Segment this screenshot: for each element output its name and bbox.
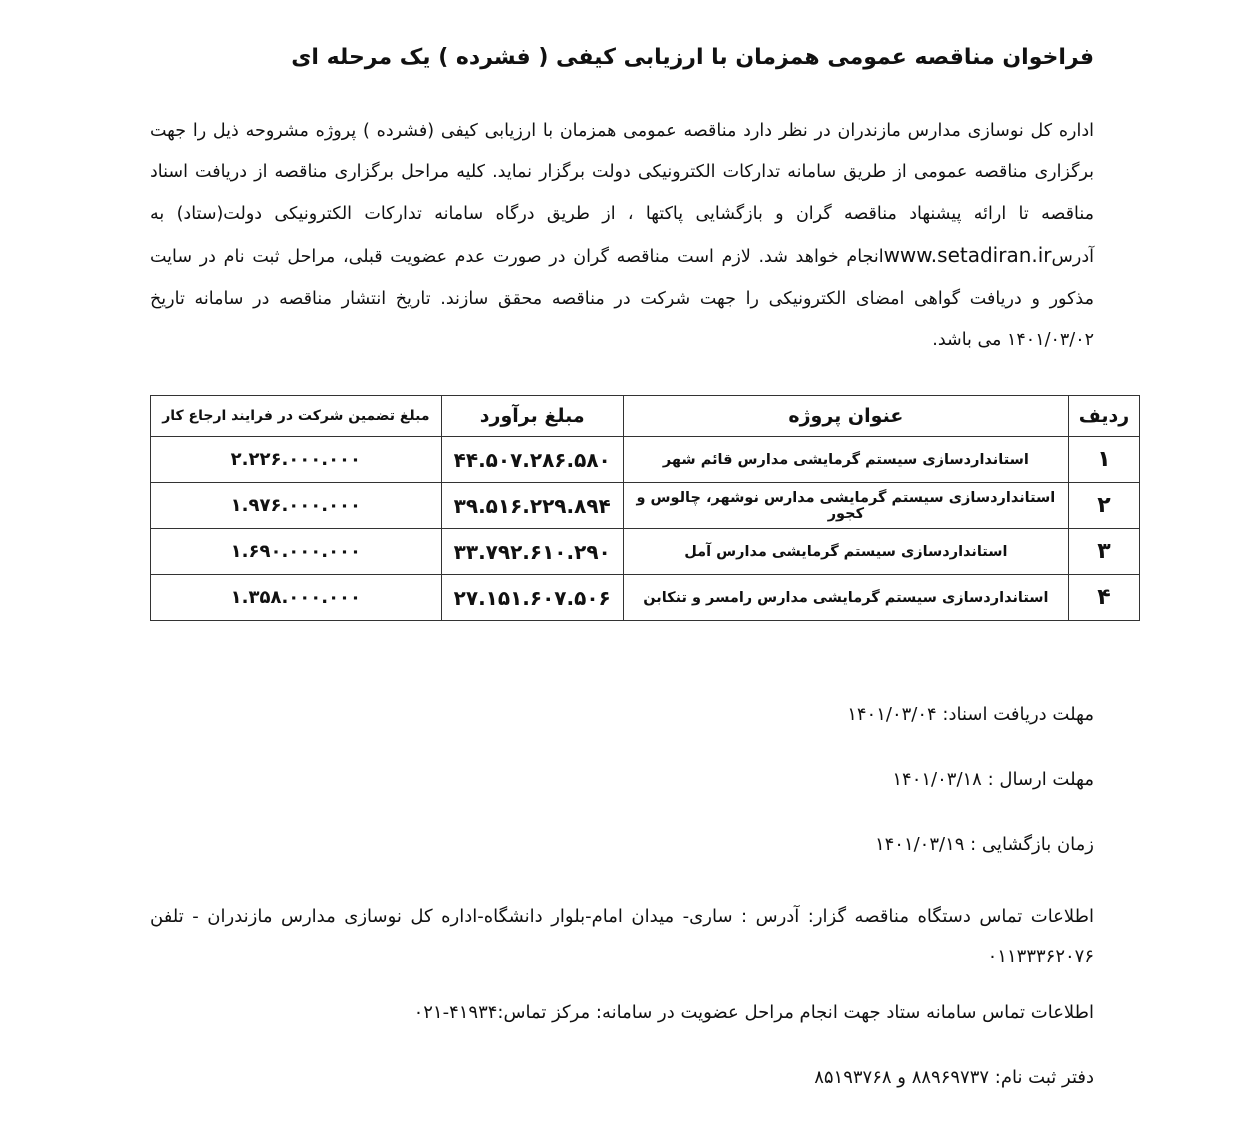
project-title: استانداردسازی سیستم گرمایشی مدارس نوشهر، چالوس و کجور xyxy=(623,483,1068,529)
document-page xyxy=(150,44,1130,1088)
guarantee-amount: ۱.۹۷۶.۰۰۰.۰۰۰ xyxy=(151,483,442,529)
registry-office: دفتر ثبت نام: ۸۸۹۶۹۷۳۷ و ۸۵۱۹۳۷۶۸ xyxy=(814,1067,1094,1088)
project-title: استانداردسازی سیستم گرمایشی مدارس قائم شهر xyxy=(623,437,1068,483)
header-row-number: ردیف xyxy=(1069,396,1140,437)
page-title: فراخوان مناقصه عمومی همزمان با ارزیابی کیفی ( فشرده ) یک مرحله ای xyxy=(291,45,1094,70)
submission-deadline: مهلت ارسال : ۱۴۰۱/۰۳/۱۸ xyxy=(892,769,1094,790)
setad-contact: اطلاعات تماس سامانه ستاد جهت انجام مراحل عضویت در سامانه: مرکز تماس:۴۱۹۳۴-۰۲۱ xyxy=(413,1002,1094,1023)
table-row xyxy=(151,575,1140,621)
row-number: ۲ xyxy=(1069,483,1140,529)
guarantee-amount: ۲.۲۲۶.۰۰۰.۰۰۰ xyxy=(151,437,442,483)
header-project-title: عنوان پروژه xyxy=(623,396,1068,437)
website-link[interactable]: www.setadiran.ir xyxy=(883,243,1052,268)
estimate-amount: ۴۴.۵۰۷.۲۸۶.۵۸۰ xyxy=(441,437,623,483)
guarantee-amount: ۱.۶۹۰.۰۰۰.۰۰۰ xyxy=(151,529,442,575)
estimate-amount: ۲۷.۱۵۱.۶۰۷.۵۰۶ xyxy=(441,575,623,621)
row-number: ۱ xyxy=(1069,437,1140,483)
header-guarantee: مبلغ تضمین شرکت در فرایند ارجاع کار xyxy=(151,396,442,437)
intro-paragraph xyxy=(150,111,1094,362)
table-header-row xyxy=(151,396,1140,437)
row-number: ۳ xyxy=(1069,529,1140,575)
table-row xyxy=(151,529,1140,575)
row-number: ۴ xyxy=(1069,575,1140,621)
guarantee-amount: ۱.۳۵۸.۰۰۰.۰۰۰ xyxy=(151,575,442,621)
project-title: استانداردسازی سیستم گرمایشی مدارس رامسر و تنکابن xyxy=(623,575,1068,621)
organizer-contact: اطلاعات تماس دستگاه مناقصه گزار: آدرس : ساری- میدان امام-بلوار دانشگاه-اداره کل نوسازی مدارس مازندران - تلفن ۰۱۱۳۳۳۶۲۰۷۶ xyxy=(150,906,1094,967)
header-estimate: مبلغ برآورد xyxy=(441,396,623,437)
table-row xyxy=(151,483,1140,529)
projects-table xyxy=(150,395,1140,621)
project-title: استانداردسازی سیستم گرمایشی مدارس آمل xyxy=(623,529,1068,575)
intro-text-part-2: انجام خواهد شد. لازم است مناقصه گران در صورت عدم عضویت قبلی، مراحل ثبت نام در سایت مذکور و دریافت گواهی امضای الکترونیکی را جهت شرکت در مناقصه محقق سازند. تاریخ انتشار مناقصه در سامانه تاریخ ۱۴۰۱/۰۳/۰۲ می باشد. xyxy=(150,247,1094,351)
estimate-amount: ۳۹.۵۱۶.۲۲۹.۸۹۴ xyxy=(441,483,623,529)
table-row xyxy=(151,437,1140,483)
estimate-amount: ۳۳.۷۹۲.۶۱۰.۲۹۰ xyxy=(441,529,623,575)
document-deadline: مهلت دریافت اسناد: ۱۴۰۱/۰۳/۰۴ xyxy=(847,704,1094,725)
intro-text-part-1: اداره کل نوسازی مدارس مازندران در نظر دارد مناقصه عمومی همزمان با ارزیابی کیفی (فشرده ) پروژه مشروحه ذیل را جهت برگزاری مناقصه عمومی از طریق سامانه تدارکات الکترونیکی دولت برگزار نماید. کلیه مراحل برگزاری مناقصه از دریافت اسناد مناقصه تا ارائه پیشنهاد مناقصه گران و بازگشایی پاکتها ، از طریق درگاه سامانه تدارکات الکترونیکی دولت(ستاد) به آدرس xyxy=(150,120,1094,268)
opening-time: زمان بازگشایی : ۱۴۰۱/۰۳/۱۹ xyxy=(874,834,1094,855)
